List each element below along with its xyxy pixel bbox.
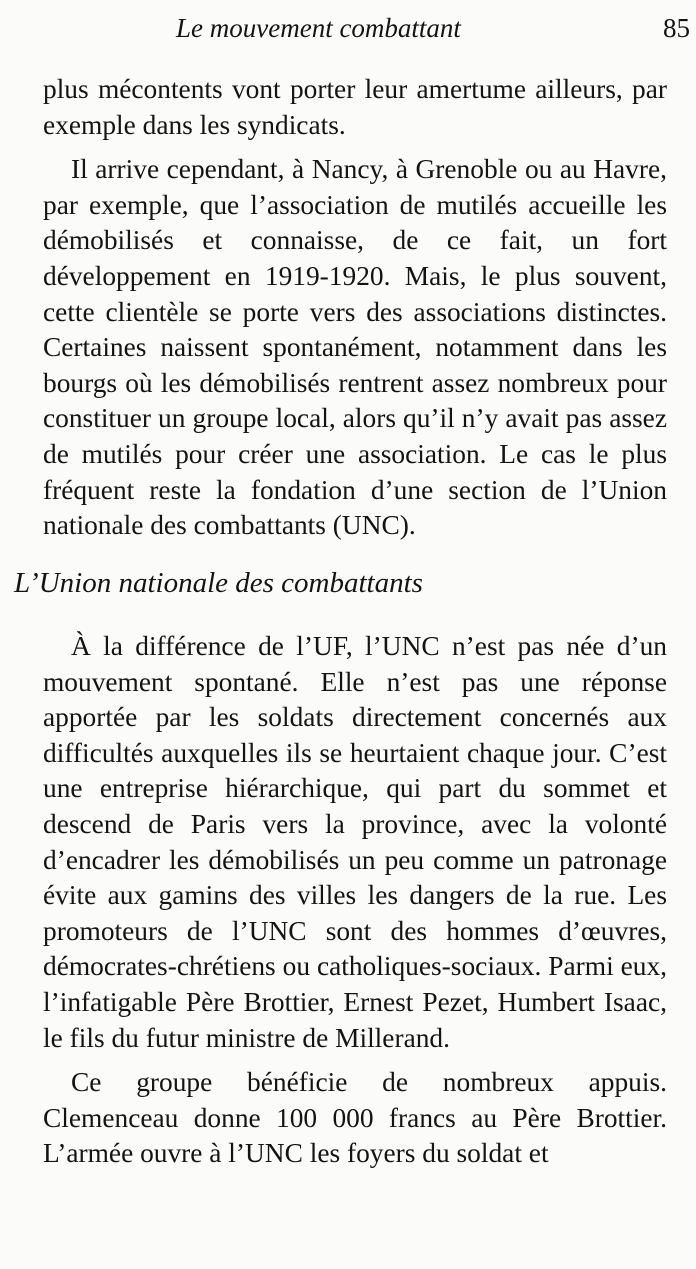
running-title: Le mouvement combattant (176, 13, 461, 43)
section-2-body (43, 629, 667, 1172)
paragraph: À la différence de l’UF, l’UNC n’est pas née d’un mouvement spontané. Elle n’est pas une réponse apportée par les soldats directement concernés aux difficultés auxquelles ils se heurtaient chaque jour. C’est une entreprise hiérarchique, qui part du sommet et descend de Paris vers la province, avec la volonté d’encadrer les démobilisés un peu comme un patronage évite aux gamins des villes les dangers de la rue. Les promoteurs de l’UNC sont des hommes d’œuvres, démocrates-chrétiens ou catholiques-sociaux. Parmi eux, l’infatigable Père Brottier, Ernest Pezet, Humbert Isaac, le fils du futur ministre de Millerand. (43, 631, 667, 1053)
running-head (0, 12, 696, 48)
section-heading: L’Union nationale des combattants (14, 567, 423, 599)
page-number: 85 (663, 13, 690, 43)
section-1-body (43, 72, 667, 544)
paragraph: Ce groupe bénéficie de nombreux appuis. Clemenceau donne 100 000 francs au Père Brottier. L’armée ouvre à l’UNC les foyers du soldat et (43, 1067, 667, 1169)
paragraph-continuation: plus mécontents vont porter leur amertume ailleurs, par exemple dans les syndicats. (43, 74, 667, 140)
paragraph: Il arrive cependant, à Nancy, à Grenoble ou au Havre, par exemple, que l’association de mutilés accueille les démobilisés et connaisse, de ce fait, un fort développement en 1919-1920. Mais, le plus souvent, cette clientèle se porte vers des associations distinctes. Certaines naissent spontanément, notamment dans les bourgs où les démobilisés rentrent assez nombreux pour constituer un groupe local, alors qu’il n’y avait pas assez de mutilés pour créer une association. Le cas le plus fréquent reste la fondation d’une section de l’Union nationale des combattants (UNC). (43, 154, 667, 541)
